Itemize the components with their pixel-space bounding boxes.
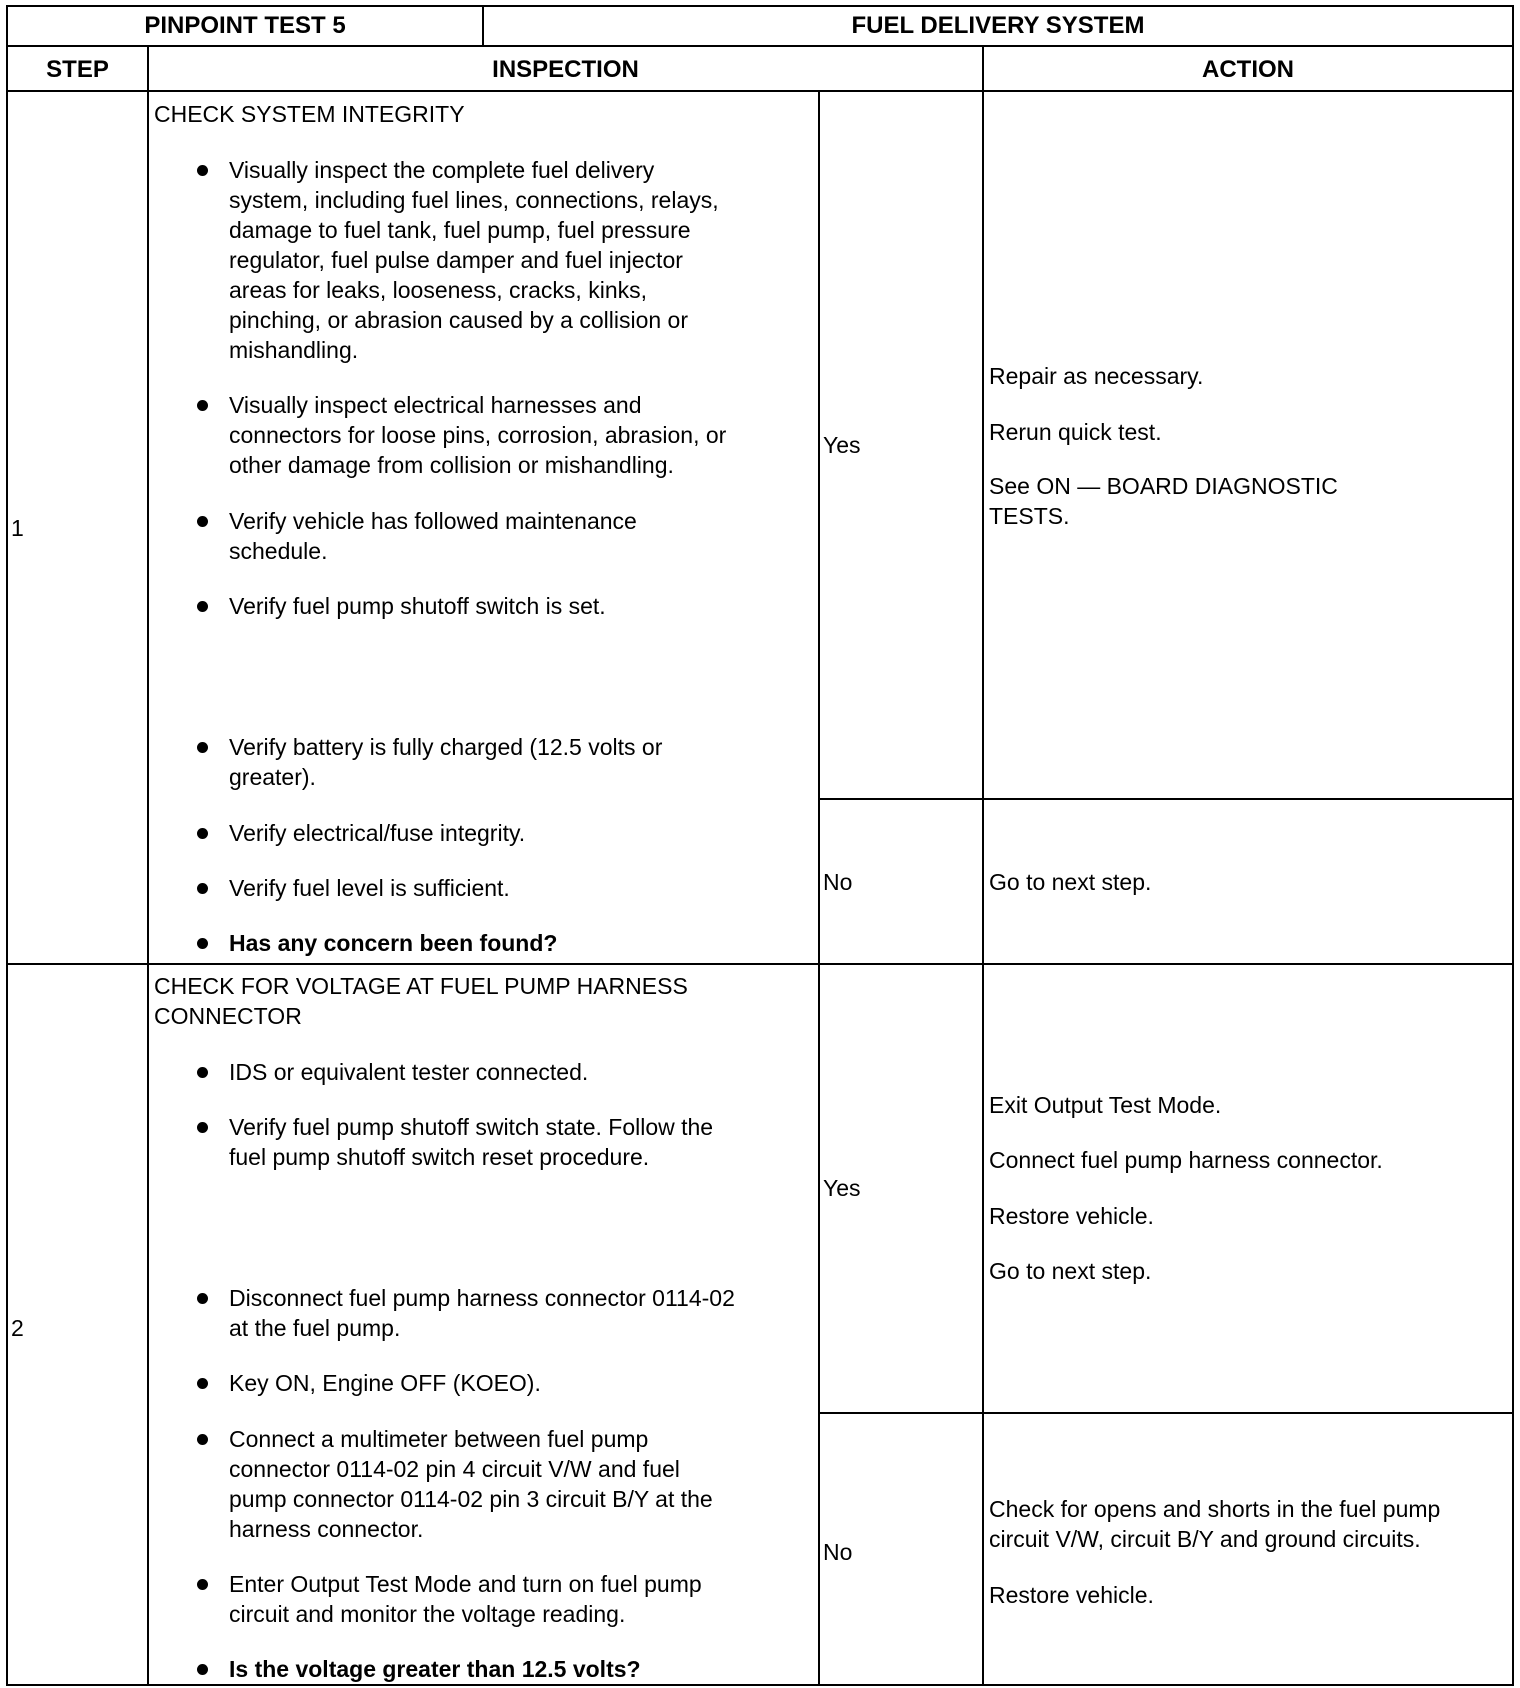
bullet-icon <box>197 742 208 753</box>
inspection-item: Verify fuel level is sufficient. <box>197 873 807 905</box>
bullet-icon <box>197 1122 208 1133</box>
col-header-action: ACTION <box>1202 56 1294 83</box>
inspection-item: Visually inspect electrical harnesses and connectors for loose pins, corrosion, abrasion, or other damage from collision or mishandling. <box>197 390 807 482</box>
yes-no-divider <box>818 1412 1514 1414</box>
col-divider <box>818 90 820 1686</box>
inspection-item: Disconnect fuel pump harness connector 0114-02 at the fuel pump. <box>197 1283 807 1345</box>
action-text: Go to next step. <box>989 869 1152 895</box>
yes-no-divider <box>818 798 1514 800</box>
bullet-icon <box>197 1293 208 1304</box>
action-text: Restore vehicle. <box>989 1203 1154 1229</box>
no-label: No <box>823 1539 853 1565</box>
inspection-item: Verify vehicle has followed maintenance schedule. <box>197 506 807 568</box>
col-divider <box>147 45 149 1686</box>
action-text: Go to next step. <box>989 1258 1152 1284</box>
bullet-icon <box>197 1067 208 1078</box>
bullet-icon <box>197 1378 208 1389</box>
col-header-step: STEP <box>46 56 109 83</box>
bullet-icon <box>197 938 208 949</box>
bullet-icon <box>197 1434 208 1445</box>
action-text: Repair as necessary. <box>989 363 1204 389</box>
inspection-question: Is the voltage greater than 12.5 volts? <box>197 1654 807 1686</box>
step-title: CHECK FOR VOLTAGE AT FUEL PUMP HARNESS CONNECTOR <box>154 973 688 1029</box>
inspection-item: Verify battery is fully charged (12.5 volts or greater). <box>197 732 807 794</box>
action-text: Check for opens and shorts in the fuel pump circuit V/W, circuit B/Y and ground circuits. <box>989 1496 1441 1552</box>
step-number: 2 <box>11 1315 24 1341</box>
bullet-icon <box>197 828 208 839</box>
bullet-icon <box>197 516 208 527</box>
inspection-item: Verify electrical/fuse integrity. <box>197 818 807 850</box>
action-text: Exit Output Test Mode. <box>989 1092 1222 1118</box>
inspection-item: IDS or equivalent tester connected. <box>197 1057 807 1089</box>
inspection-item: Key ON, Engine OFF (KOEO). <box>197 1368 807 1400</box>
row-divider <box>6 90 1514 92</box>
bullet-icon <box>197 1579 208 1590</box>
col-header-inspection: INSPECTION <box>492 56 639 83</box>
yes-label: Yes <box>823 432 861 458</box>
inspection-item: Enter Output Test Mode and turn on fuel pump circuit and monitor the voltage reading. <box>197 1569 807 1631</box>
bullet-icon <box>197 400 208 411</box>
inspection-item: Visually inspect the complete fuel delivery system, including fuel lines, connections, relays, damage to fuel tank, fuel pump, fuel pressure regulator, fuel pulse damper and fuel injector areas for leaks, looseness, cracks, kinks, pinching, or abrasion caused by a collision or mishandling. <box>197 155 807 367</box>
step-title: CHECK SYSTEM INTEGRITY <box>154 101 465 127</box>
bullet-icon <box>197 1664 208 1675</box>
inspection-item: Verify fuel pump shutoff switch state. Follow the fuel pump shutoff switch reset procedure. <box>197 1112 807 1174</box>
bullet-icon <box>197 883 208 894</box>
test-title: PINPOINT TEST 5 <box>144 12 346 39</box>
action-text: Connect fuel pump harness connector. <box>989 1147 1383 1173</box>
step-number: 1 <box>11 515 24 541</box>
action-text: Restore vehicle. <box>989 1582 1154 1608</box>
bullet-icon <box>197 165 208 176</box>
row-divider <box>6 963 1514 965</box>
action-text: See ON — BOARD DIAGNOSTIC TESTS. <box>989 473 1338 529</box>
inspection-item: Verify fuel pump shutoff switch is set. <box>197 591 807 623</box>
inspection-question: Has any concern been found? <box>197 928 807 960</box>
bullet-icon <box>197 601 208 612</box>
col-divider <box>982 45 984 1686</box>
yes-label: Yes <box>823 1175 861 1201</box>
system-title: FUEL DELIVERY SYSTEM <box>851 12 1145 39</box>
row-divider <box>6 45 1514 47</box>
inspection-item: Connect a multimeter between fuel pump connector 0114-02 pin 4 circuit V/W and fuel pump connector 0114-02 pin 3 circuit B/Y at the harness connector. <box>197 1424 807 1546</box>
action-text: Rerun quick test. <box>989 419 1162 445</box>
no-label: No <box>823 869 853 895</box>
